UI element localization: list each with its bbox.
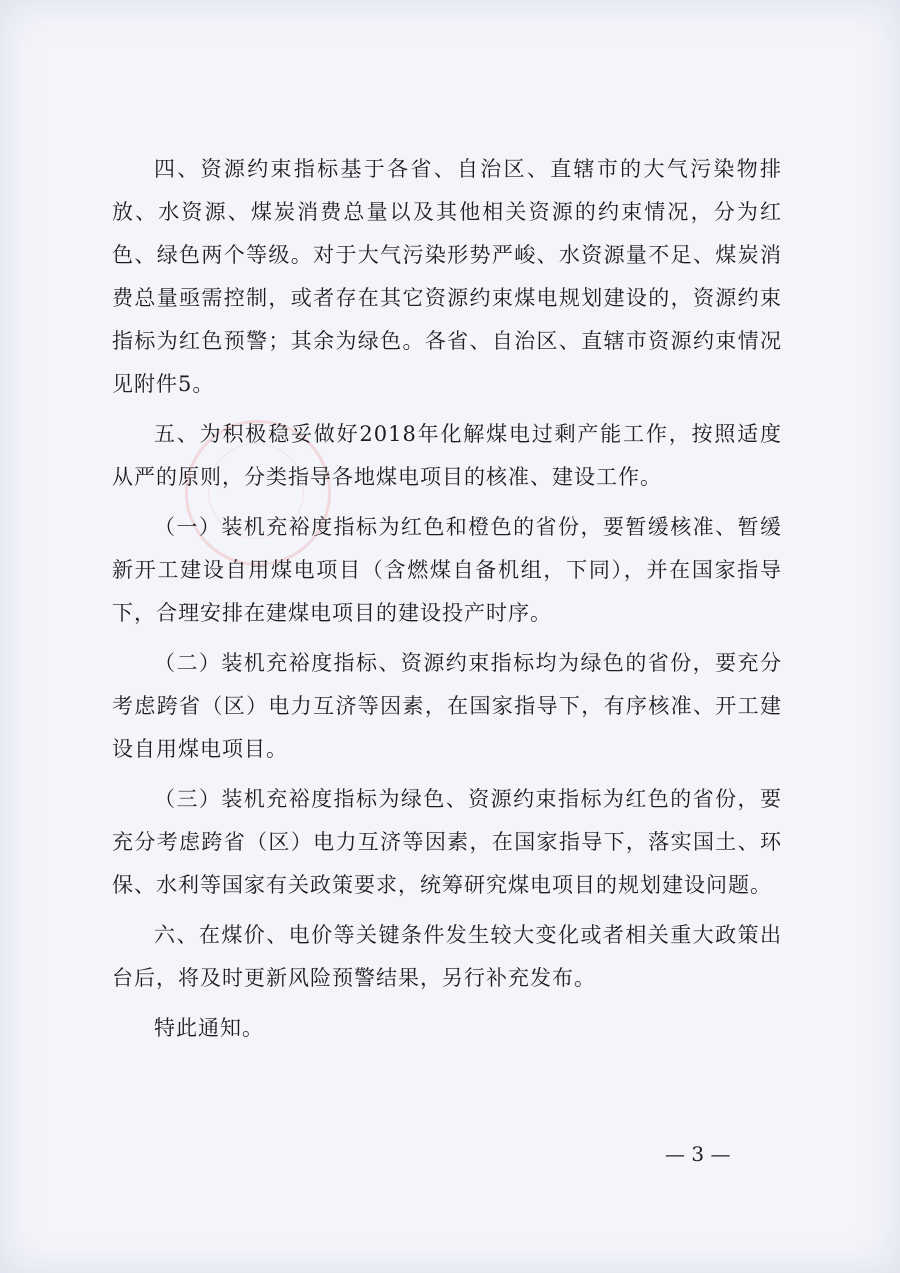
closing-notice: 特此通知。	[154, 1016, 264, 1040]
page-number: — 3 —	[665, 1142, 731, 1166]
paragraph-5-1: （一）装机充裕度指标为红色和橙色的省份，要暂缓核准、暂缓新开工建设自用煤电项目（含燃煤自备机组，下同），并在国家指导下，合理安排在建煤电项目的建设投产时序。	[112, 515, 782, 625]
paragraph-4: 四、资源约束指标基于各省、自治区、直辖市的大气污染物排放、水资源、煤炭消费总量以及其他相关资源的约束情况，分为红色、绿色两个等级。对于大气污染形势严峻、水资源量不足、煤炭消费总量亟需控制，或者存在其它资源约束煤电规划建设的，资源约束指标为红色预警；其余为绿色。各省、自治区、直辖市资源约束情况见附件5。	[112, 157, 782, 396]
paragraph-6: 六、在煤价、电价等关键条件发生较大变化或者相关重大政策出台后，将及时更新风险预警结果，另行补充发布。	[112, 923, 782, 990]
document-body	[112, 148, 782, 1057]
paragraph-5-3: （三）装机充裕度指标为绿色、资源约束指标为红色的省份，要充分考虑跨省（区）电力互济等因素，在国家指导下，落实国土、环保、水利等国家有关政策要求，统筹研究煤电项目的规划建设问题。	[112, 787, 782, 897]
bleedthrough-text	[230, 1100, 249, 1127]
paragraph-5-2: （二）装机充裕度指标、资源约束指标均为绿色的省份，要充分考虑跨省（区）电力互济等因素，在国家指导下，有序核准、开工建设自用煤电项目。	[112, 651, 782, 761]
paragraph-5: 五、为积极稳妥做好2018年化解煤电过剩产能工作，按照适度从严的原则，分类指导各地煤电项目的核准、建设工作。	[112, 422, 782, 489]
